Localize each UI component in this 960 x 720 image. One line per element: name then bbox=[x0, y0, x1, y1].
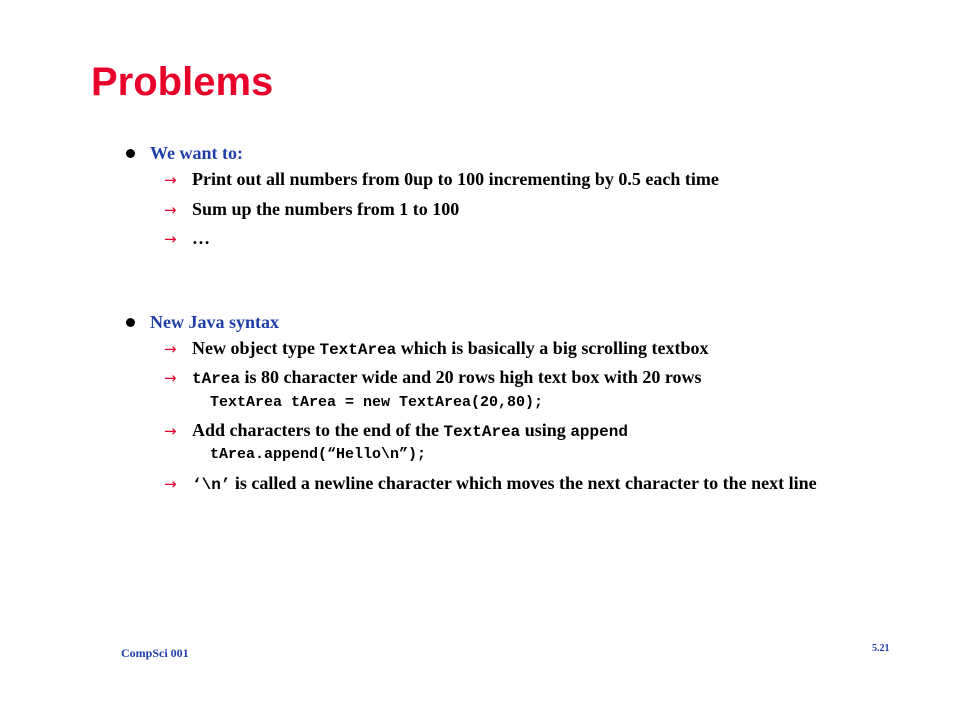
code-fragment: append bbox=[570, 423, 628, 441]
list-item-text bbox=[192, 472, 912, 496]
text-fragment: is called a newline character which moves the next character to the next line bbox=[230, 473, 817, 493]
section-heading: We want to: bbox=[150, 143, 243, 163]
text-fragment: Add characters to the end of the bbox=[192, 420, 444, 440]
list-item-text bbox=[192, 337, 912, 361]
code-fragment: TextArea bbox=[443, 423, 521, 441]
arrow-icon: → bbox=[164, 230, 177, 248]
list-item-text: Print out all numbers from 0up to 100 incrementing by 0.5 each time bbox=[192, 169, 719, 189]
section-heading: New Java syntax bbox=[150, 312, 279, 332]
list-item-text: … bbox=[192, 228, 210, 248]
text-fragment: is 80 character wide and 20 rows high text box with 20 rows bbox=[240, 367, 702, 387]
code-fragment: tArea bbox=[192, 370, 241, 388]
bullet-dot-icon bbox=[126, 318, 135, 327]
list-item-text bbox=[192, 419, 912, 443]
list-item-text bbox=[192, 366, 912, 390]
arrow-icon: → bbox=[164, 422, 177, 440]
arrow-icon: → bbox=[164, 171, 177, 189]
code-fragment: ‘\n’ bbox=[192, 476, 231, 494]
code-fragment: TextArea bbox=[319, 341, 397, 359]
text-fragment: New object type bbox=[192, 338, 320, 358]
text-fragment: using bbox=[520, 420, 571, 440]
footer-course: CompSci 001 bbox=[121, 646, 189, 660]
list-item-text: Sum up the numbers from 1 to 100 bbox=[192, 199, 460, 219]
arrow-icon: → bbox=[164, 369, 177, 387]
footer-slide-number: 5.21 bbox=[872, 643, 890, 654]
code-line: TextArea tArea = new TextArea(20,80); bbox=[210, 394, 544, 411]
text-fragment: which is basically a big scrolling textbox bbox=[396, 338, 709, 358]
arrow-icon: → bbox=[164, 340, 177, 358]
arrow-icon: → bbox=[164, 475, 177, 493]
arrow-icon: → bbox=[164, 201, 177, 219]
bullet-dot-icon bbox=[126, 149, 135, 158]
code-line: tArea.append(“Hello\n”); bbox=[210, 446, 427, 463]
slide-title: Problems bbox=[91, 60, 274, 104]
